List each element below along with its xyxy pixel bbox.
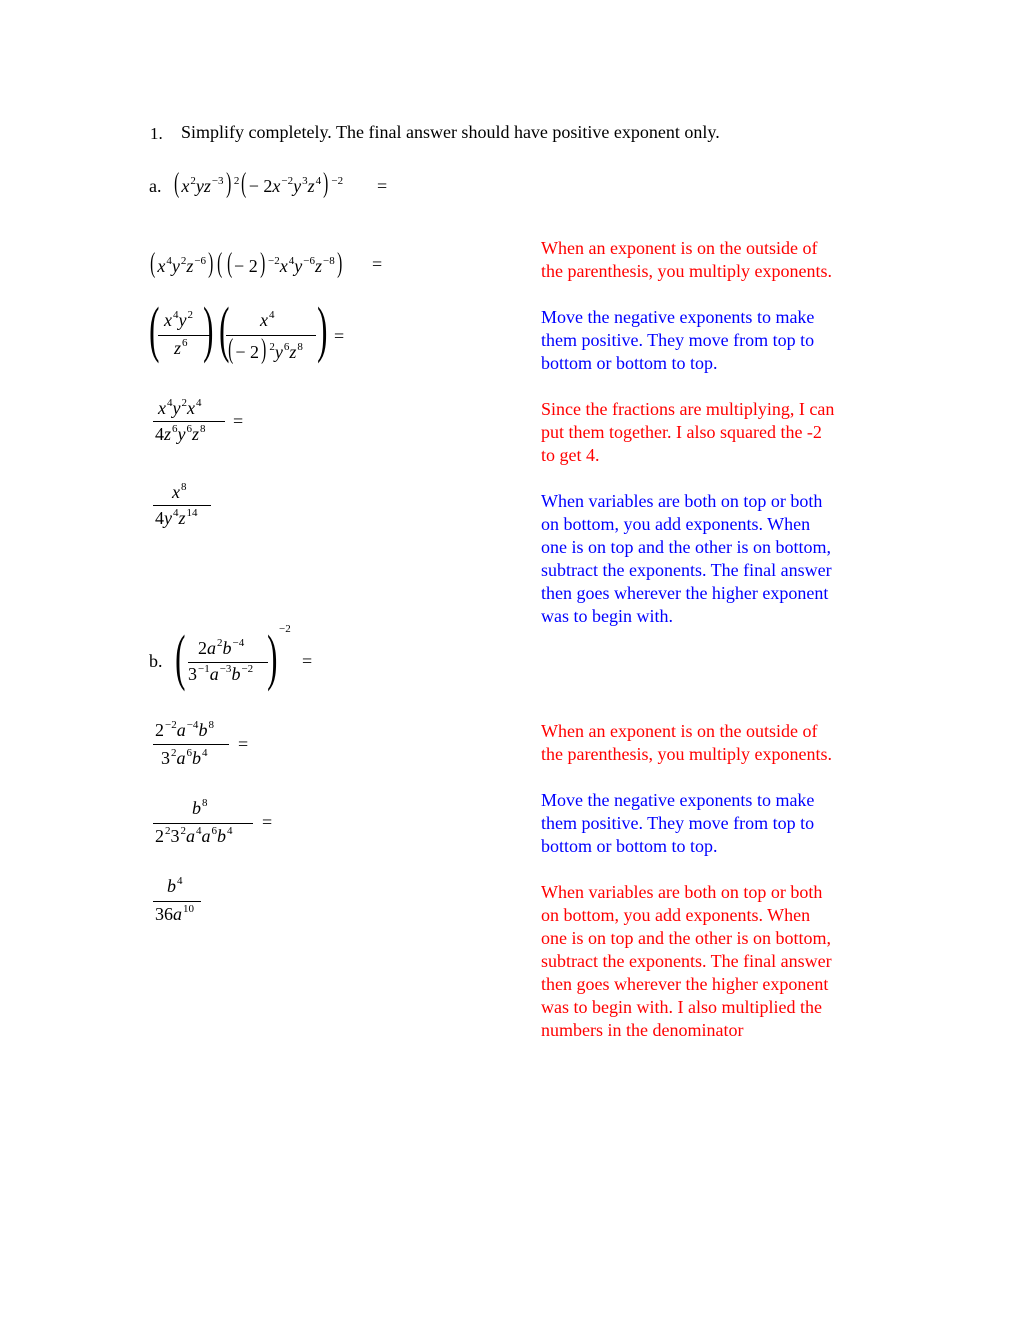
part-b-label: b. — [149, 651, 163, 671]
paren: ( — [175, 624, 186, 692]
part-b-step1-denominator: $3^2a^6b^4$ — [161, 747, 208, 768]
denominator: $z^6$ — [174, 337, 188, 358]
part-b-step2-denominator: $2^23^2a^4a^6b^4$ — [155, 825, 233, 846]
problem-instruction: Simplify completely. The final answer should have positive exponent only. — [181, 122, 720, 142]
part-a-note-3: Since the fractions are multiplying, I can put them together. I also squared the -2 to get 4. — [541, 399, 835, 465]
numerator: $x^4$ — [260, 309, 275, 330]
paren: ( — [219, 296, 230, 364]
equals-sign: = — [334, 326, 345, 346]
part-a-note-2: Move the negative exponents to make them positive. They move from top to bottom or bottom to top. — [541, 307, 815, 373]
paren: ) — [267, 624, 278, 692]
part-a-answer-numerator: $x^8$ — [172, 481, 187, 502]
denominator: $3^{-1}a^{-3}b^{-2}$ — [188, 663, 254, 684]
fraction-bar — [153, 823, 253, 824]
part-b-step2-numerator: $b^8$ — [192, 797, 208, 818]
fraction-bar — [153, 901, 201, 902]
part-b-step1-numerator: $2^{-2}a^{-4}b^8$ — [155, 719, 214, 740]
equals-sign: = — [302, 651, 313, 671]
equals-sign: = — [377, 176, 388, 196]
numerator: $x^4y^2$ — [164, 309, 193, 330]
part-a-step1: ( $x^4y^2z^{-6}$) ( ( − 2) $^{-2}x^4y^{-6}z^{-8}$) — [150, 248, 342, 279]
part-a-label: a. — [149, 176, 162, 196]
part-b-expression — [170, 624, 320, 694]
part-a-step3-denominator: $4z^6y^6z^8$ — [155, 423, 206, 444]
exponent: −2 — [279, 623, 291, 635]
part-a-note-1: When an exponent is on the outside of the parenthesis, you multiply exponents. — [541, 238, 832, 281]
paren: ) — [317, 296, 328, 364]
equals-sign: = — [238, 734, 249, 754]
part-a-answer-denominator: $4y^4z^{14}$ — [155, 507, 198, 528]
numerator: $2a^2b^{-4}$ — [198, 637, 245, 658]
part-b-answer-numerator: $b^4$ — [167, 875, 183, 896]
equals-sign: = — [233, 411, 244, 431]
paren: ( — [149, 296, 160, 364]
problem-number: 1. — [150, 124, 163, 143]
part-b-answer-denominator: $36a^{10}$ — [155, 903, 194, 924]
part-a-expression: ( $x^2yz^{-3}$) $^2( - 2x^{-2}y^3z^4)$ $^{-2}$ — [174, 168, 344, 199]
part-b-note-1: When an exponent is on the outside of the parenthesis, you multiply exponents. — [541, 721, 832, 764]
equals-sign: = — [372, 254, 383, 274]
part-b-note-3: When variables are both on top or both on bottom, you add exponents. When one is on top and the other is on bottom, subtract the exponents. The final answer then goes wherever the higher exponent was to begin with. I also multiplied the numbers in the denominator — [541, 882, 832, 1040]
fraction-bar — [153, 421, 225, 422]
paren: ) — [203, 296, 214, 364]
denominator: ( − 2) $^2y^6z^8$ — [228, 334, 303, 365]
part-a-step2 — [144, 296, 344, 370]
fraction-bar — [153, 744, 229, 745]
part-a-note-4: When variables are both on top or both on bottom, you add exponents. When one is on top and the other is on bottom, subtract the exponents. The final answer then goes wherever the higher exponent was to begin with. — [541, 491, 832, 626]
equals-sign: = — [262, 812, 273, 832]
part-a-step3-numerator: $x^4y^2x^4$ — [158, 397, 202, 418]
fraction-bar — [153, 505, 211, 506]
part-b-note-2: Move the negative exponents to make them positive. They move from top to bottom or bottom to top. — [541, 790, 815, 856]
